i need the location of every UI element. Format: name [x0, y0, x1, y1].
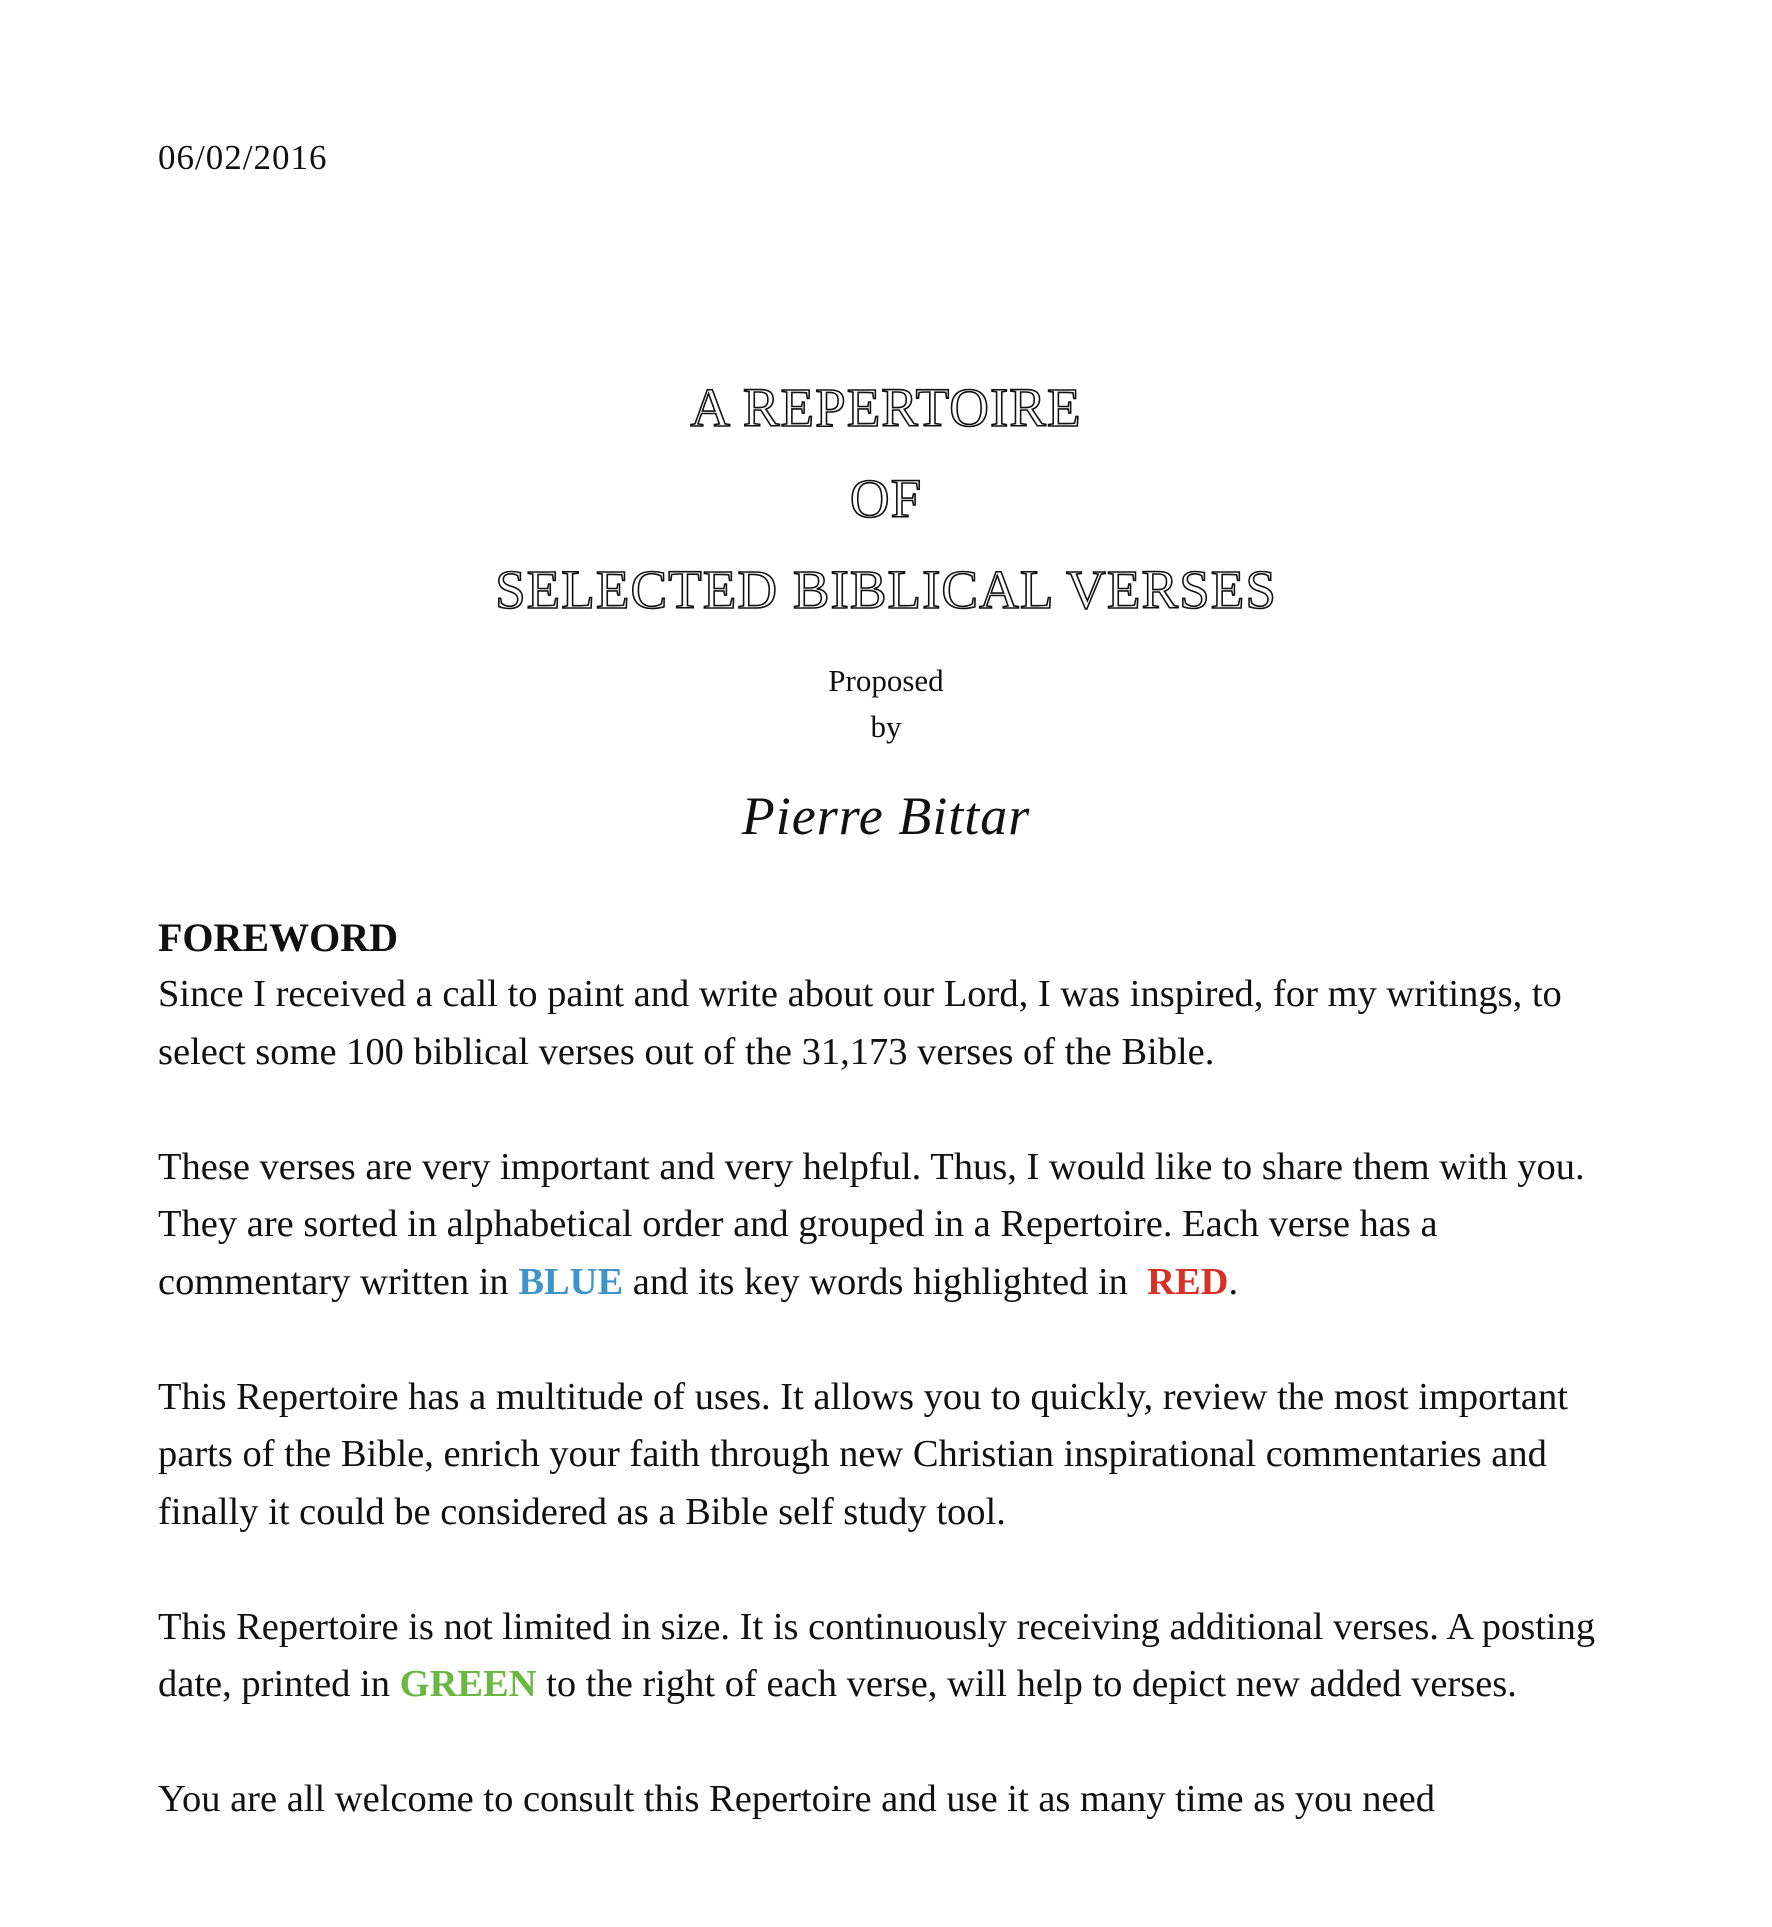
green-keyword: GREEN	[399, 1663, 537, 1705]
paragraph-2-text-b: and its key words highlighted in	[623, 1260, 1148, 1303]
paragraph-4-text-a: This Repertoire is not limited in size. It is continuously receiving additional verses. A posting date, printed in	[158, 1605, 1596, 1705]
title-line-1: A REPERTOIRE	[690, 377, 1082, 438]
title-line-2: OF	[849, 468, 923, 529]
foreword-section	[158, 910, 1618, 1886]
foreword-heading: FOREWORD	[158, 915, 398, 960]
title-line-3: SELECTED BIBLICAL VERSES	[495, 559, 1277, 620]
foreword-paragraph-5: You are all welcome to consult this Repertoire and use it as many time as you need	[158, 1778, 1435, 1820]
proposed-by-block	[0, 658, 1772, 750]
blue-keyword: BLUE	[518, 1260, 624, 1303]
foreword-paragraph-1: Since I received a call to paint and write about our Lord, I was inspired, for my writings, to select some 100 biblical verses out of the 31,173 verses of the Bible.	[158, 973, 1562, 1073]
foreword-paragraph-2	[158, 1139, 1618, 1312]
foreword-paragraph-4	[158, 1599, 1618, 1714]
proposed-label: Proposed	[828, 663, 944, 698]
paragraph-2-text-a: These verses are very important and very helpful. Thus, I would like to share them with you. They are sorted in alphabetical order and grouped in a Repertoire. Each verse has a commentary written in	[158, 1145, 1585, 1303]
paragraph-2-text-c: .	[1228, 1260, 1239, 1303]
paragraph-4-text-b: to the right of each verse, will help to depict new added verses.	[536, 1663, 1517, 1705]
by-label: by	[870, 709, 902, 744]
author-signature: Pierre Bittar	[741, 786, 1031, 846]
document-title	[0, 362, 1772, 635]
red-keyword: RED	[1147, 1260, 1229, 1303]
document-date: 06/02/2016	[158, 138, 328, 177]
foreword-paragraph-3: This Repertoire has a multitude of uses. It allows you to quickly, review the most important parts of the Bible, enrich your faith through new Christian inspirational commentaries and finally it could be considered as a Bible self study tool.	[158, 1375, 1568, 1533]
